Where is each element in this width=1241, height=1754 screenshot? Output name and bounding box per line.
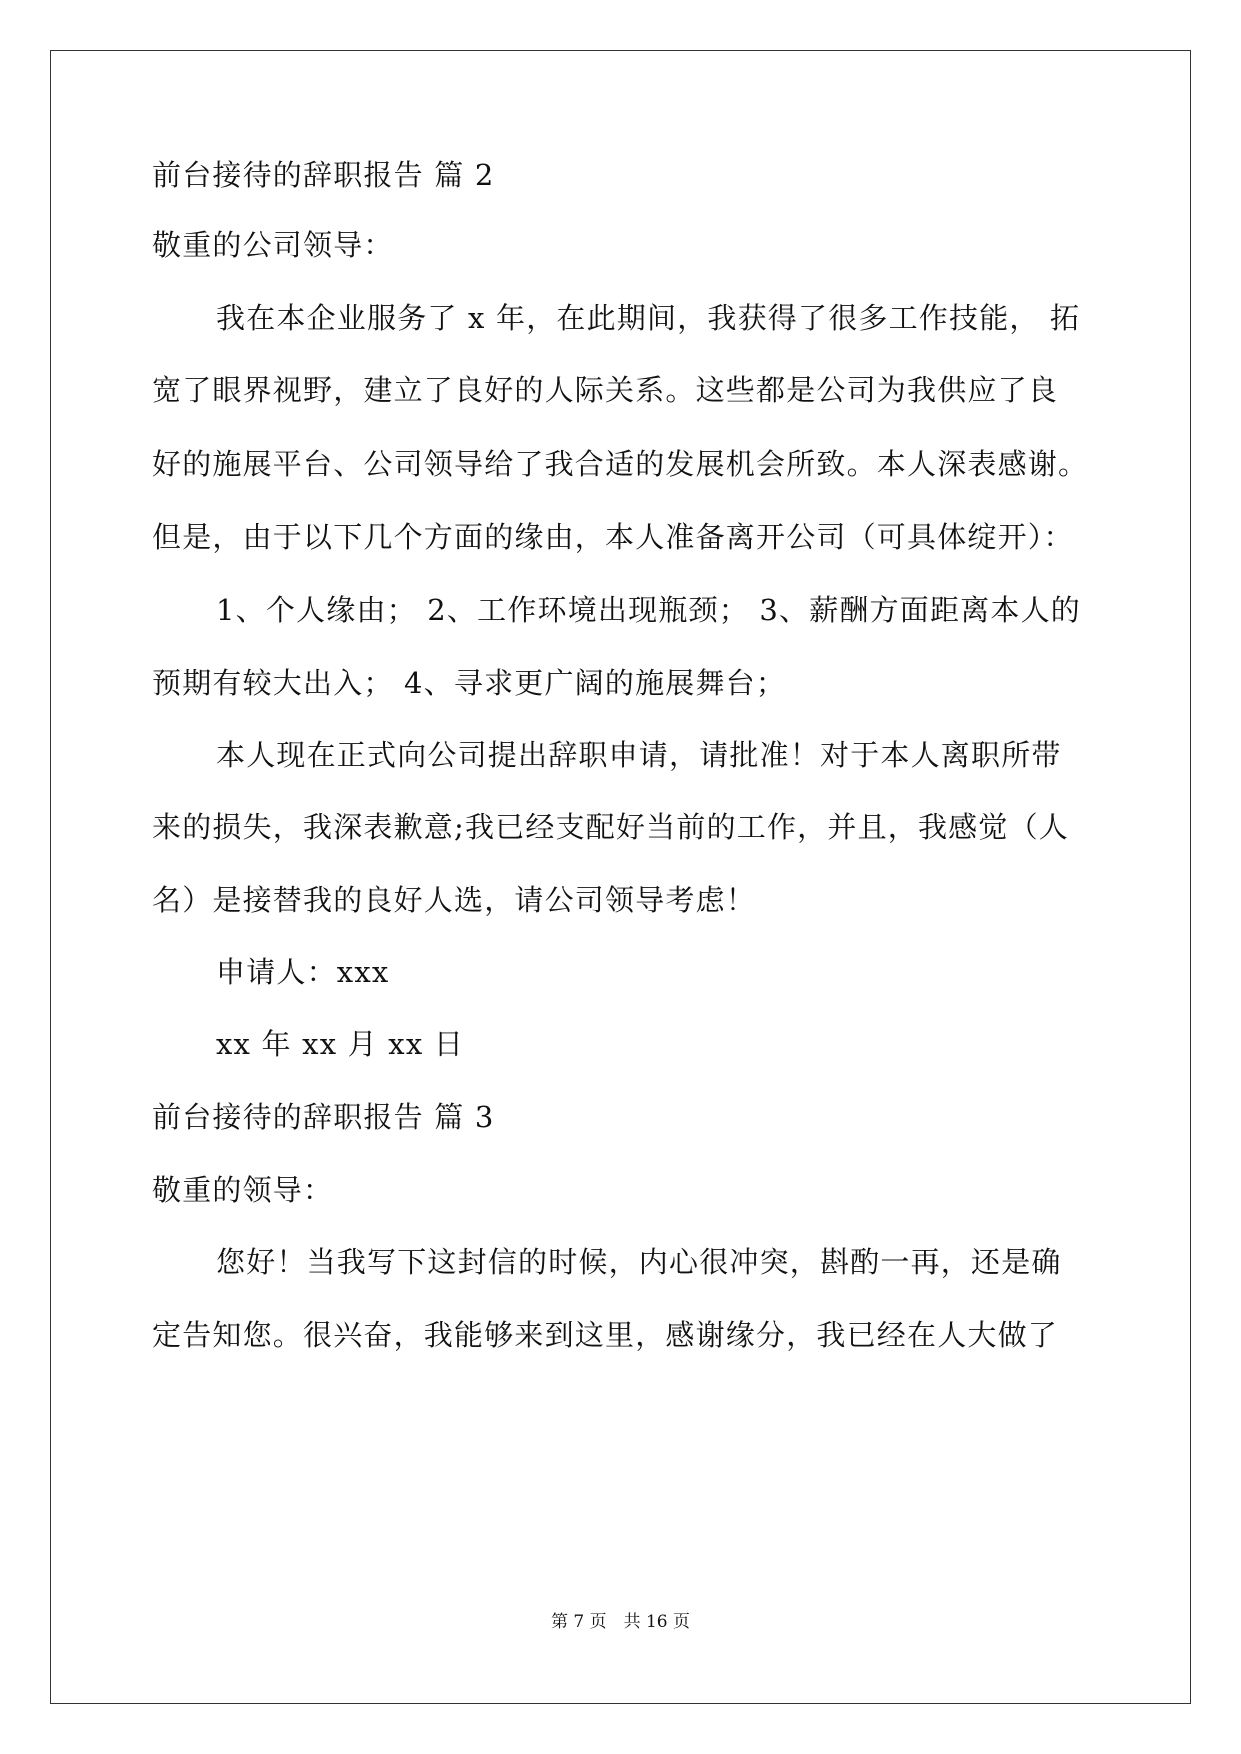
paragraph-line: 好的施展平台、公司领导给了我合适的发展机会所致。本人深表感谢。 (152, 447, 1089, 481)
paragraph-line: 您好！当我写下这封信的时候，内心很冲突，斟酌一再，还是确 (216, 1245, 1062, 1279)
salutation-3: 敬重的领导： (152, 1173, 334, 1207)
paragraph-line: 来的损失，我深表歉意;我已经支配好当前的工作，并且，我感觉（人 (152, 810, 1069, 844)
section-heading-3: 前台接待的辞职报告 篇 3 (152, 1100, 495, 1134)
salutation-2: 敬重的公司领导： (152, 228, 394, 262)
paragraph-line: 我在本企业服务了 x 年，在此期间，我获得了很多工作技能， 拓 (216, 301, 1081, 335)
section-heading-2: 前台接待的辞职报告 篇 2 (152, 158, 495, 192)
paragraph-line: 预期有较大出入； 4、寻求更广阔的施展舞台； (152, 666, 787, 700)
paragraph-line: 定告知您。很兴奋，我能够来到这里，感谢缘分，我已经在人大做了 (152, 1318, 1059, 1352)
paragraph-line: 但是，由于以下几个方面的缘由，本人准备离开公司（可具体绽开）： (152, 520, 1074, 554)
date-line: xx 年 xx 月 xx 日 (216, 1027, 465, 1061)
applicant-line: 申请人：xxx (216, 955, 390, 989)
paragraph-line: 1、个人缘由； 2、工作环境出现瓶颈； 3、薪酬方面距离本人的 (216, 593, 1081, 627)
paragraph-line: 宽了眼界视野，建立了良好的人际关系。这些都是公司为我供应了良 (152, 373, 1059, 407)
page-number-footer: 第 7 页 共 16 页 (550, 1612, 691, 1632)
paragraph-line: 名）是接替我的良好人选，请公司领导考虑！ (152, 883, 757, 917)
paragraph-line: 本人现在正式向公司提出辞职申请，请批准！对于本人离职所带 (216, 738, 1062, 772)
